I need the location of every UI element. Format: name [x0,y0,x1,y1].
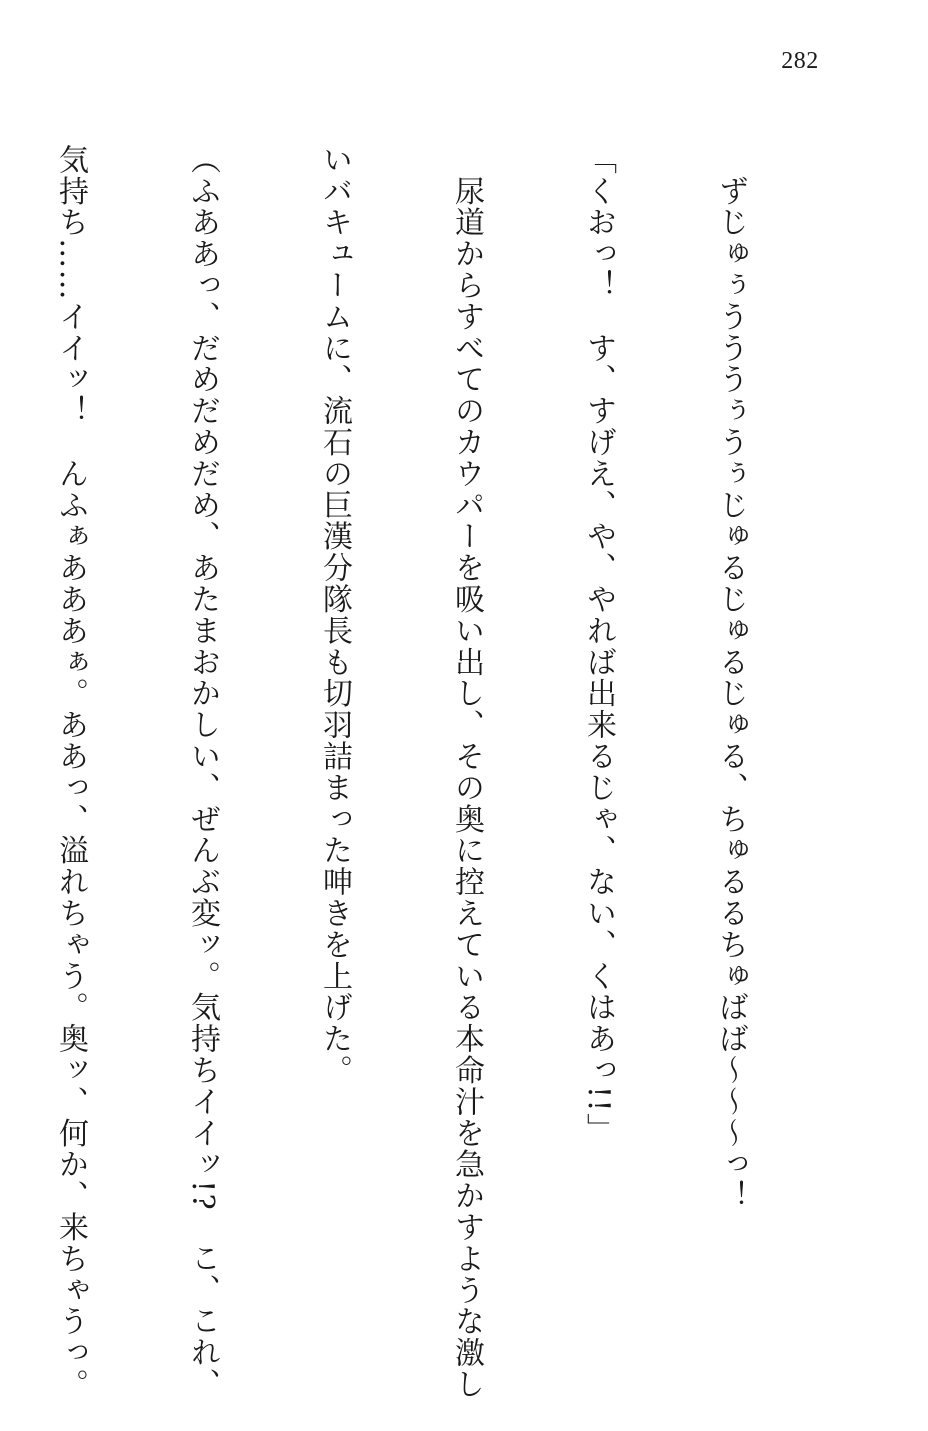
text-line: 「くおっ！ す、すげえ、や、やれば出来るじゃ、ない、くはあっ!!」 [581,144,616,1145]
text-line: ずじゅぅうううぅうぅじゅるじゅるじゅる、ちゅるるちゅばば〜〜〜っ！ [713,144,748,1212]
page-number: 282 [781,48,819,74]
text-line: いバキュームに、流石の巨漢分隊長も切羽詰まった呻きを上げた。 [317,144,352,1086]
text-line: （ふああっ、だめだめだめ、あたまおかしい、ぜんぶ変ッ。気持ちイイッ!? こ、これ、 [185,144,220,1400]
text-line: 気持ち……イイッ！ んふぁあああぁ。ああっ、溢れちゃう。奥ッ、何か、来ちゃうっ。 [53,144,88,1400]
text-line: 尿道からすべてのカウパーを吸い出し、その奥に控えている本命汁を急かすような激し [449,144,484,1400]
vertical-text-body [53,144,840,1400]
